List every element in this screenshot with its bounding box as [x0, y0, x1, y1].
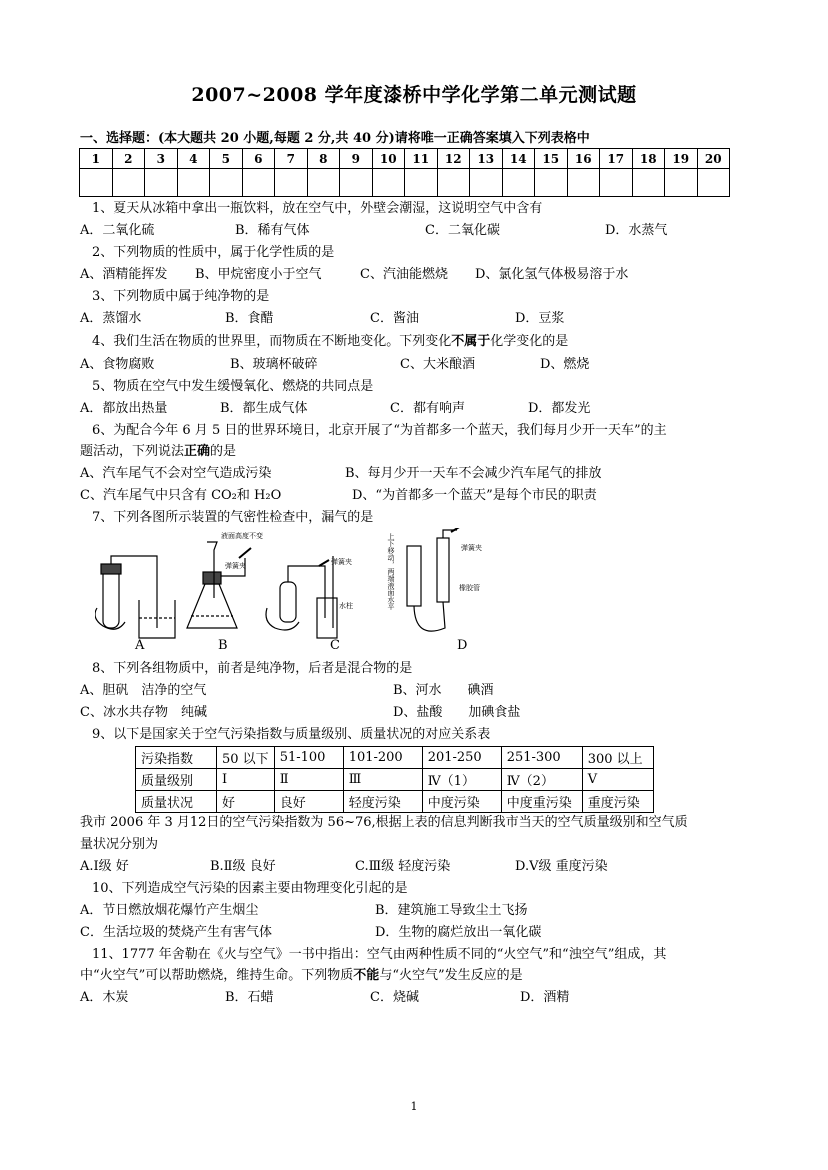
q7-stem: 7、下列各图所示装置的气密性检查中，漏气的是: [92, 510, 374, 525]
q8-option-c: C、冰水共存物 纯碱: [80, 705, 207, 720]
q1-stem: 1、夏天从冰箱中拿出一瓶饮料，放在空气中，外壁会潮湿，这说明空气中含有: [92, 201, 543, 216]
q8-option-b: B、河水 碘酒: [393, 683, 494, 698]
fig-text-clamp-b: 弹簧夹: [225, 562, 246, 570]
answer-number-cell: 1: [80, 149, 113, 169]
answer-blank-cell[interactable]: [535, 169, 568, 197]
answer-number-cell: 7: [275, 149, 308, 169]
fig-text-level: 液面高度不变: [221, 532, 263, 540]
answer-blank-cell[interactable]: [632, 169, 665, 197]
answer-blank-cell[interactable]: [567, 169, 600, 197]
answer-blank-cell[interactable]: [307, 169, 340, 197]
q4-stem: 4、我们生活在物质的世界里，而物质在不断地变化。下列变化不属于化学变化的是: [92, 334, 569, 349]
pollution-table-row: [136, 769, 654, 791]
answer-blank-cell[interactable]: [697, 169, 730, 197]
pollution-table-cell: 污染指数: [136, 747, 217, 769]
q10-option-b: B．建筑施工导致尘土飞扬: [375, 903, 528, 918]
q5-options: [0, 400, 828, 418]
q5-option-a: A．都放出热量: [80, 401, 168, 416]
answer-blank-cell[interactable]: [177, 169, 210, 197]
section-heading: 一、选择题：(本大题共 20 小题,每题 2 分,共 40 分)请将唯一正确答案填入下列表格中: [80, 131, 590, 146]
q2-option-a: A、酒精能挥发: [80, 267, 168, 282]
q4-option-d: D、燃烧: [540, 357, 590, 372]
q9-option-a: A.Ⅰ级 好: [80, 859, 129, 874]
q9-option-d: D.Ⅴ级 重度污染: [515, 859, 608, 874]
q9-stem: 9、以下是国家关于空气污染指数与质量级别、质量状况的对应关系表: [92, 727, 491, 742]
q8-stem: 8、下列各组物质中，前者是纯净物，后者是混合物的是: [92, 661, 413, 676]
q9-options: [0, 858, 828, 876]
q1-option-a: A．二氧化硫: [80, 223, 155, 238]
q6-stem-line2: 题活动，下列说法正确的是: [80, 444, 237, 459]
q5-option-b: B．都生成气体: [220, 401, 308, 416]
pollution-table-cell: 101-200: [343, 747, 422, 769]
q6-option-c: C、汽车尾气中只含有 CO₂和 H₂O: [80, 488, 282, 503]
answer-blank-cell[interactable]: [112, 169, 145, 197]
answer-number-cell: 4: [177, 149, 210, 169]
pollution-table-cell: 201-250: [422, 747, 501, 769]
q10-option-c: C．生活垃圾的焚烧产生有害气体: [80, 925, 272, 940]
pollution-table-cell: Ⅱ: [274, 769, 343, 791]
q11-options: [0, 989, 828, 1007]
answer-blank-cell[interactable]: [600, 169, 633, 197]
q2-options: [0, 266, 828, 284]
q10-stem: 10、下列造成空气污染的因素主要由物理变化引起的是: [92, 881, 408, 896]
fig-text-rubber-tube: 橡胶管: [459, 584, 480, 592]
answer-number-cell: 6: [242, 149, 275, 169]
answer-blank-cell[interactable]: [665, 169, 698, 197]
q11-option-d: D．酒精: [520, 990, 570, 1005]
q2-stem: 2、下列物质的性质中，属于化学性质的是: [92, 245, 335, 260]
page-title: 2007~2008 学年度漆桥中学化学第二单元测试题: [191, 84, 637, 106]
pollution-table-cell: 质量状况: [136, 791, 217, 813]
q9-text-line1: 我市 2006 年 3 月12日的空气污染指数为 56~76,根据上表的信息判断我市当天的空气质量级别和空气质: [80, 815, 688, 830]
answer-number-cell: 16: [567, 149, 600, 169]
answer-blank-cell[interactable]: [242, 169, 275, 197]
fig-c-test-tube: [317, 598, 337, 638]
q11-stem-line2: 中“火空气”可以帮助燃烧，维持生命。下列物质不能与“火空气”发生反应的是: [80, 968, 523, 983]
q6-options-row2: [0, 487, 828, 505]
fig-b-stopper: [203, 572, 221, 584]
pollution-table-cell: 质量级别: [136, 769, 217, 791]
answer-number-cell: 9: [340, 149, 373, 169]
answer-number-cell: 18: [632, 149, 665, 169]
fig-text-clamp-d: 弹簧夹: [461, 544, 482, 552]
answer-blank-cell[interactable]: [340, 169, 373, 197]
q11-stem-line1: 11、1777 年舍勒在《火与空气》一书中指出：空气由两种性质不同的“火空气”和“浊空气”组成，其: [92, 947, 667, 962]
pollution-table-cell: 50 以下: [217, 747, 275, 769]
fig-d-clamp: [451, 528, 461, 532]
pollution-table-row: [136, 791, 654, 813]
q10-option-d: D．生物的腐烂放出一氧化碳: [375, 925, 542, 940]
pollution-table-cell: Ⅳ（1）: [422, 769, 501, 791]
answer-blank-cell[interactable]: [145, 169, 178, 197]
answer-table: [79, 148, 730, 197]
q9-text-line2: 量状况分别为: [80, 837, 159, 852]
q3-option-d: D．豆浆: [515, 311, 565, 326]
answer-number-cell: 2: [112, 149, 145, 169]
q8-options-row1: [0, 682, 828, 700]
q6-option-a: A、汽车尾气不会对空气造成污染: [80, 466, 272, 481]
fig-text-water-column: 水柱: [339, 602, 353, 610]
q6-option-d: D、“为首都多一个蓝天”是每个市民的职责: [352, 488, 597, 503]
q4-option-b: B、玻璃杯破碎: [230, 357, 318, 372]
answer-number-cell: 17: [600, 149, 633, 169]
fig-label-b: B: [218, 638, 228, 653]
q3-options: [0, 310, 828, 328]
fig-label-c: C: [330, 638, 340, 653]
q1-option-b: B．稀有气体: [235, 223, 310, 238]
q10-options-row2: [0, 924, 828, 942]
fig-a-stopper: [101, 564, 121, 574]
q6-options-row1: [0, 465, 828, 483]
q1-option-c: C．二氧化碳: [425, 223, 500, 238]
pollution-table-cell: Ⅴ: [582, 769, 653, 791]
fig-b-funnel: [207, 542, 217, 598]
q4-options: [0, 356, 828, 374]
q6-emphasis: 正确: [184, 444, 211, 459]
q11-option-b: B．石蜡: [225, 990, 274, 1005]
answer-number-cell: 13: [470, 149, 503, 169]
q2-option-d: D、氯化氢气体极易溶于水: [475, 267, 629, 282]
q8-option-d: D、盐酸 加碘食盐: [393, 705, 521, 720]
q10-options-row1: [0, 902, 828, 920]
q1-options: [0, 222, 828, 240]
fig-text-clamp-c: 弹簧夹: [331, 558, 352, 566]
q3-option-c: C．酱油: [370, 311, 419, 326]
fig-a-test-tube: [103, 568, 119, 628]
q4-emphasis: 不属于: [451, 334, 491, 349]
q3-stem: 3、下列物质中属于纯净物的是: [92, 289, 270, 304]
page-number: 1: [410, 1100, 418, 1113]
q9-option-c: C.Ⅲ级 轻度污染: [355, 859, 451, 874]
q6-option-b: B、每月少开一天车不会减少汽车尾气的排放: [345, 466, 602, 481]
answer-blank-cell[interactable]: [210, 169, 243, 197]
answer-blank-cell[interactable]: [470, 169, 503, 197]
answer-blank-cell[interactable]: [405, 169, 438, 197]
q11-option-a: A．木炭: [80, 990, 129, 1005]
fig-c-container: [280, 582, 296, 622]
fig-a-hand: [95, 608, 125, 629]
fig-b-flask: [187, 584, 237, 628]
pollution-table-row: [136, 747, 654, 769]
fig-text-move: 上下移动，两端液面水平: [387, 533, 395, 610]
answer-number-cell: 10: [372, 149, 405, 169]
answer-number-cell: 5: [210, 149, 243, 169]
answer-number-cell: 14: [502, 149, 535, 169]
fig-c-hand: [266, 608, 299, 630]
pollution-table-cell: 良好: [274, 791, 343, 813]
fig-d-right-tube: [437, 538, 449, 602]
q5-stem: 5、物质在空气中发生缓慢氧化、燃烧的共同点是: [92, 379, 374, 394]
q10-option-a: A．节日燃放烟花爆竹产生烟尘: [80, 903, 259, 918]
answer-number-cell: 11: [405, 149, 438, 169]
answer-blank-cell[interactable]: [437, 169, 470, 197]
q11-option-c: C．烧碱: [370, 990, 419, 1005]
q7-apparatus-figures: [95, 528, 525, 653]
pollution-table-cell: 中度重污染: [501, 791, 582, 813]
answer-blank-cell[interactable]: [372, 169, 405, 197]
pollution-table-cell: 300 以上: [582, 747, 653, 769]
answer-number-cell: 3: [145, 149, 178, 169]
q6-stem-line1: 6、为配合今年 6 月 5 日的世界环境日，北京开展了“为首都多一个蓝天，我们每月少开一天车”的主: [92, 423, 667, 438]
fig-d-left-tube: [407, 546, 421, 606]
answer-blank-cell[interactable]: [275, 169, 308, 197]
answer-blank-cell[interactable]: [80, 169, 113, 197]
q3-option-a: A．蒸馏水: [80, 311, 142, 326]
q5-option-d: D．都发光: [528, 401, 591, 416]
fig-b-clamp: [239, 548, 251, 558]
fig-c-tube: [288, 566, 325, 618]
q5-option-c: C．都有响声: [390, 401, 465, 416]
fig-label-d: D: [457, 638, 468, 653]
pollution-table-cell: Ⅲ: [343, 769, 422, 791]
fig-label-a: A: [135, 638, 145, 653]
q3-option-b: B．食醋: [225, 311, 274, 326]
q9-option-b: B.Ⅱ级 良好: [210, 859, 276, 874]
q2-option-b: B、甲烷密度小于空气: [195, 267, 322, 282]
pollution-table-cell: Ⅳ（2）: [501, 769, 582, 791]
q2-option-c: C、汽油能燃烧: [360, 267, 448, 282]
pollution-table-cell: Ⅰ: [217, 769, 275, 791]
pollution-table-cell: 51-100: [274, 747, 343, 769]
answer-number-cell: 8: [307, 149, 340, 169]
q11-emphasis: 不能: [353, 968, 380, 983]
pollution-table-cell: 轻度污染: [343, 791, 422, 813]
fig-c-clamp: [319, 560, 329, 566]
pollution-table: [135, 746, 654, 813]
q4-option-c: C、大米酿酒: [400, 357, 475, 372]
answer-number-cell: 20: [697, 149, 730, 169]
answer-number-cell: 12: [437, 149, 470, 169]
answer-number-cell: 19: [665, 149, 698, 169]
q4-option-a: A、食物腐败: [80, 357, 155, 372]
answer-number-cell: 15: [535, 149, 568, 169]
q8-option-a: A、胆矾 洁净的空气: [80, 683, 207, 698]
q8-options-row2: [0, 704, 828, 722]
pollution-table-cell: 重度污染: [582, 791, 653, 813]
q1-option-d: D．水蒸气: [605, 223, 668, 238]
answer-blank-cell[interactable]: [502, 169, 535, 197]
pollution-table-cell: 好: [217, 791, 275, 813]
pollution-table-cell: 251-300: [501, 747, 582, 769]
pollution-table-cell: 中度污染: [422, 791, 501, 813]
